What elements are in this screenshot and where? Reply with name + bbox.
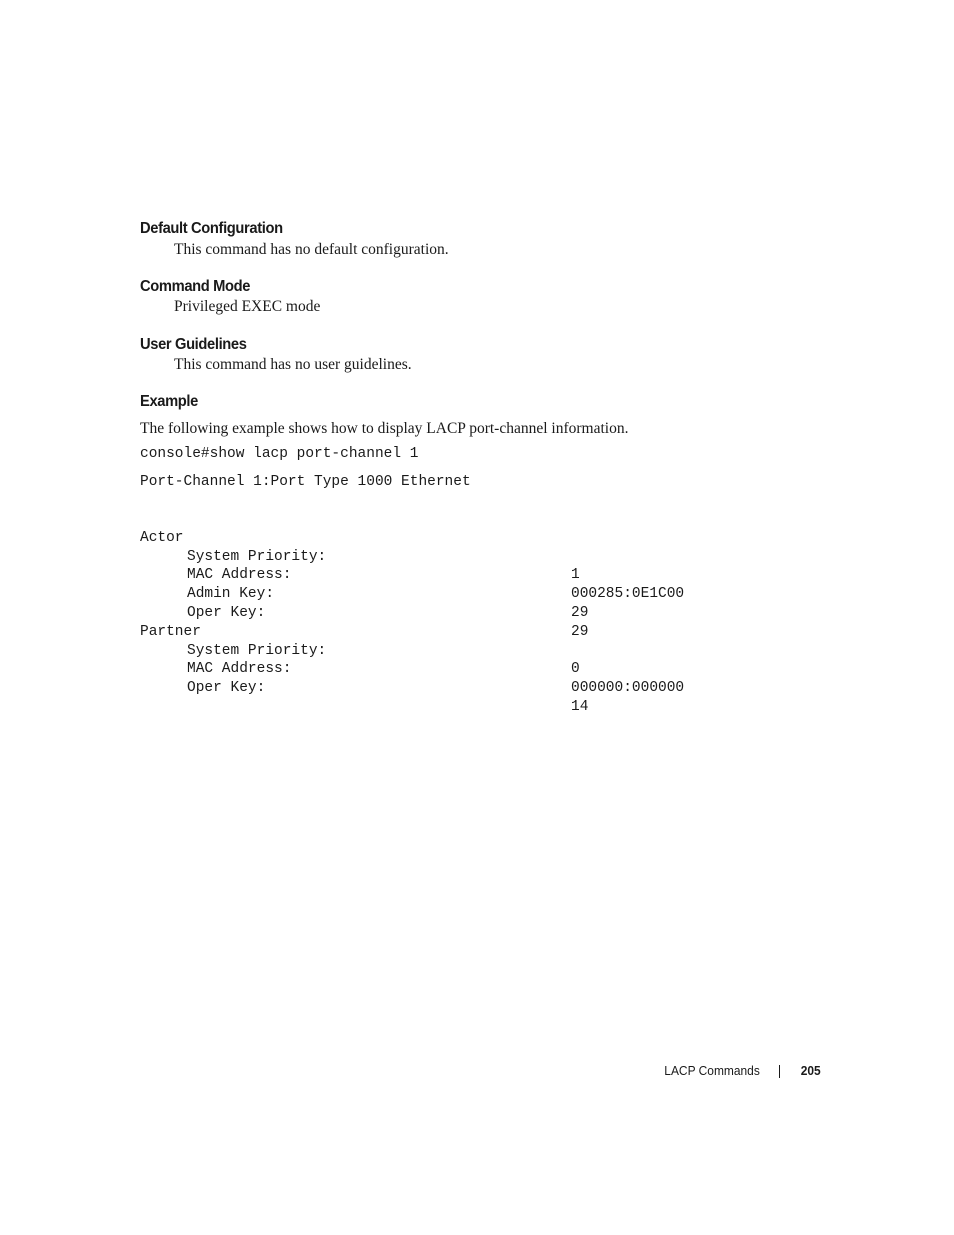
- command-mode-text: Privileged EXEC mode: [174, 298, 321, 315]
- user-guidelines-heading: User Guidelines: [140, 336, 247, 353]
- page-number: 205: [801, 1063, 821, 1078]
- output-label: Partner: [140, 623, 201, 640]
- output-label: MAC Address:: [187, 661, 292, 678]
- user-guidelines-text: This command has no user guidelines.: [174, 356, 412, 373]
- output-label: Actor: [140, 529, 184, 546]
- output-label: Admin Key:: [187, 586, 275, 603]
- output-label: System Priority:: [187, 548, 327, 565]
- example-heading: Example: [140, 393, 198, 410]
- command-mode-heading: Command Mode: [140, 278, 251, 295]
- output-row-actor: [140, 510, 192, 546]
- output-value: 14: [571, 698, 589, 715]
- output-value: 1: [571, 567, 580, 584]
- lacp-output-block: [140, 510, 685, 715]
- output-value: 29: [571, 623, 589, 640]
- port-channel-line: Port-Channel 1:Port Type 1000 Ethernet: [140, 474, 471, 490]
- output-value: 000285:0E1C00: [571, 586, 685, 603]
- output-label: Oper Key:: [187, 680, 266, 697]
- output-row-partner: [140, 604, 201, 640]
- output-value: 0: [571, 661, 580, 678]
- output-value: 29: [571, 604, 589, 621]
- footer-divider: [779, 1065, 780, 1078]
- output-value: 000000:000000: [571, 680, 685, 697]
- example-command-line: console#show lacp port-channel 1: [140, 446, 419, 462]
- output-label: System Priority:: [187, 642, 327, 659]
- example-intro-text: The following example shows how to display LACP port-channel information.: [140, 420, 629, 437]
- page-footer: [600, 1061, 821, 1081]
- output-label: MAC Address:: [187, 567, 292, 584]
- output-label: Oper Key:: [187, 604, 266, 621]
- footer-section-title: LACP Commands: [664, 1063, 760, 1078]
- default-configuration-heading: Default Configuration: [140, 220, 283, 237]
- default-configuration-text: This command has no default configuration.: [174, 241, 449, 258]
